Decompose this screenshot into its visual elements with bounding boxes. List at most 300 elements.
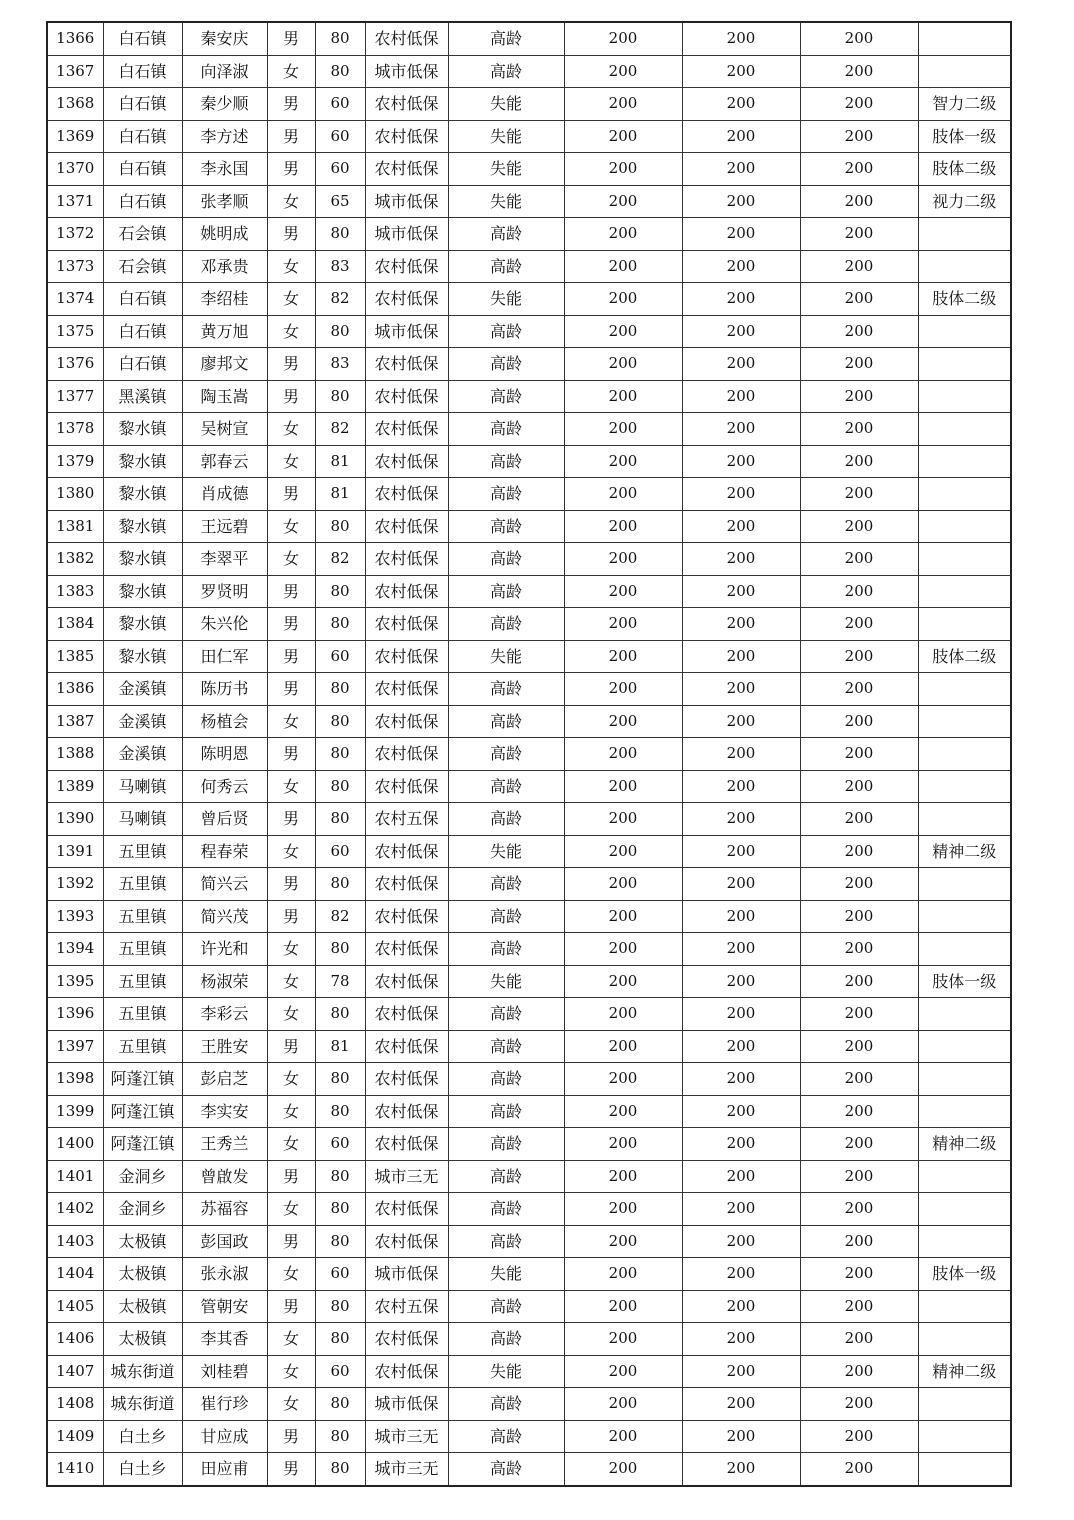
gender-cell: 女 [267,55,315,88]
name-cell: 陈历书 [182,673,267,706]
disability-grade-cell [918,380,1011,413]
assistance-type-cell: 城市低保 [365,218,448,251]
amount-1-cell: 200 [564,1290,682,1323]
table-row [47,315,1011,348]
township-cell: 太极镇 [103,1323,182,1356]
name-cell: 郭春云 [182,445,267,478]
gender-cell: 女 [267,1128,315,1161]
amount-1-cell: 200 [564,1030,682,1063]
age-cell: 80 [315,510,365,543]
amount-3-cell: 200 [800,380,918,413]
category-cell: 高龄 [448,1388,564,1421]
serial-number-cell: 1387 [47,705,103,738]
township-cell: 五里镇 [103,1030,182,1063]
category-cell: 高龄 [448,705,564,738]
disability-grade-cell [918,1030,1011,1063]
township-cell: 黎水镇 [103,543,182,576]
gender-cell: 男 [267,1453,315,1486]
disability-grade-cell [918,1193,1011,1226]
assistance-type-cell: 农村低保 [365,1193,448,1226]
table-row [47,153,1011,186]
amount-2-cell: 200 [682,575,800,608]
amount-1-cell: 200 [564,608,682,641]
name-cell: 李永国 [182,153,267,186]
township-cell: 黎水镇 [103,575,182,608]
table-row [47,22,1011,55]
gender-cell: 女 [267,998,315,1031]
assistance-type-cell: 城市低保 [365,315,448,348]
amount-2-cell: 200 [682,1030,800,1063]
township-cell: 五里镇 [103,900,182,933]
amount-1-cell: 200 [564,575,682,608]
table-row [47,608,1011,641]
serial-number-cell: 1386 [47,673,103,706]
age-cell: 80 [315,1225,365,1258]
age-cell: 80 [315,1095,365,1128]
amount-1-cell: 200 [564,88,682,121]
gender-cell: 男 [267,1290,315,1323]
disability-grade-cell: 肢体一级 [918,1258,1011,1291]
amount-3-cell: 200 [800,835,918,868]
gender-cell: 男 [267,120,315,153]
gender-cell: 女 [267,1258,315,1291]
disability-grade-cell [918,1225,1011,1258]
assistance-type-cell: 农村低保 [365,640,448,673]
disability-grade-cell: 肢体二级 [918,283,1011,316]
disability-grade-cell [918,1388,1011,1421]
name-cell: 邓承贵 [182,250,267,283]
township-cell: 白石镇 [103,55,182,88]
township-cell: 黎水镇 [103,445,182,478]
amount-2-cell: 200 [682,933,800,966]
amount-3-cell: 200 [800,1063,918,1096]
amount-2-cell: 200 [682,250,800,283]
category-cell: 高龄 [448,608,564,641]
gender-cell: 男 [267,348,315,381]
serial-number-cell: 1368 [47,88,103,121]
table-row [47,1420,1011,1453]
township-cell: 白石镇 [103,22,182,55]
table-row [47,543,1011,576]
assistance-type-cell: 城市三无 [365,1453,448,1486]
category-cell: 高龄 [448,1128,564,1161]
serial-number-cell: 1407 [47,1355,103,1388]
amount-3-cell: 200 [800,1095,918,1128]
disability-grade-cell [918,250,1011,283]
disability-grade-cell [918,1323,1011,1356]
category-cell: 失能 [448,835,564,868]
amount-2-cell: 200 [682,348,800,381]
age-cell: 83 [315,250,365,283]
disability-grade-cell [918,770,1011,803]
amount-3-cell: 200 [800,608,918,641]
township-cell: 太极镇 [103,1290,182,1323]
township-cell: 石会镇 [103,250,182,283]
amount-2-cell: 200 [682,770,800,803]
assistance-type-cell: 农村低保 [365,738,448,771]
amount-2-cell: 200 [682,1420,800,1453]
amount-1-cell: 200 [564,1063,682,1096]
amount-1-cell: 200 [564,673,682,706]
amount-1-cell: 200 [564,1258,682,1291]
name-cell: 秦安庆 [182,22,267,55]
disability-grade-cell [918,510,1011,543]
category-cell: 高龄 [448,478,564,511]
gender-cell: 男 [267,1160,315,1193]
category-cell: 高龄 [448,510,564,543]
name-cell: 王远碧 [182,510,267,543]
gender-cell: 女 [267,315,315,348]
township-cell: 白土乡 [103,1420,182,1453]
serial-number-cell: 1377 [47,380,103,413]
disability-grade-cell [918,315,1011,348]
disability-grade-cell [918,1290,1011,1323]
assistance-type-cell: 农村低保 [365,575,448,608]
amount-1-cell: 200 [564,315,682,348]
amount-1-cell: 200 [564,998,682,1031]
name-cell: 简兴茂 [182,900,267,933]
serial-number-cell: 1382 [47,543,103,576]
serial-number-cell: 1397 [47,1030,103,1063]
assistance-type-cell: 农村低保 [365,380,448,413]
disability-grade-cell [918,413,1011,446]
category-cell: 高龄 [448,445,564,478]
amount-1-cell: 200 [564,445,682,478]
table-row [47,933,1011,966]
gender-cell: 男 [267,22,315,55]
disability-grade-cell [918,445,1011,478]
serial-number-cell: 1392 [47,868,103,901]
amount-2-cell: 200 [682,1128,800,1161]
name-cell: 朱兴伦 [182,608,267,641]
amount-2-cell: 200 [682,22,800,55]
assistance-type-cell: 农村低保 [365,120,448,153]
age-cell: 81 [315,1030,365,1063]
name-cell: 李翠平 [182,543,267,576]
category-cell: 失能 [448,1258,564,1291]
amount-1-cell: 200 [564,478,682,511]
table-row [47,380,1011,413]
age-cell: 81 [315,445,365,478]
disability-grade-cell [918,543,1011,576]
township-cell: 白石镇 [103,283,182,316]
age-cell: 80 [315,1193,365,1226]
category-cell: 高龄 [448,998,564,1031]
assistance-type-cell: 农村低保 [365,1225,448,1258]
table-row [47,1388,1011,1421]
age-cell: 80 [315,1420,365,1453]
table-row [47,1290,1011,1323]
table-row [47,770,1011,803]
amount-2-cell: 200 [682,153,800,186]
name-cell: 肖成德 [182,478,267,511]
name-cell: 廖邦文 [182,348,267,381]
township-cell: 五里镇 [103,998,182,1031]
amount-1-cell: 200 [564,770,682,803]
assistance-type-cell: 农村低保 [365,1128,448,1161]
amount-3-cell: 200 [800,1355,918,1388]
serial-number-cell: 1395 [47,965,103,998]
gender-cell: 男 [267,88,315,121]
category-cell: 失能 [448,153,564,186]
disability-grade-cell: 肢体二级 [918,640,1011,673]
amount-3-cell: 200 [800,413,918,446]
name-cell: 甘应成 [182,1420,267,1453]
name-cell: 罗贤明 [182,575,267,608]
township-cell: 五里镇 [103,868,182,901]
township-cell: 五里镇 [103,835,182,868]
serial-number-cell: 1372 [47,218,103,251]
amount-3-cell: 200 [800,120,918,153]
table-row [47,673,1011,706]
disability-grade-cell [918,900,1011,933]
age-cell: 80 [315,1063,365,1096]
disability-grade-cell [918,803,1011,836]
disability-grade-cell [918,738,1011,771]
name-cell: 何秀云 [182,770,267,803]
assistance-type-cell: 农村低保 [365,835,448,868]
table-row [47,640,1011,673]
table-row [47,55,1011,88]
category-cell: 高龄 [448,1453,564,1486]
category-cell: 高龄 [448,900,564,933]
gender-cell: 男 [267,380,315,413]
amount-3-cell: 200 [800,1420,918,1453]
disability-grade-cell: 肢体二级 [918,153,1011,186]
amount-2-cell: 200 [682,1388,800,1421]
township-cell: 白石镇 [103,88,182,121]
serial-number-cell: 1375 [47,315,103,348]
category-cell: 高龄 [448,1160,564,1193]
disability-grade-cell [918,218,1011,251]
township-cell: 金溪镇 [103,673,182,706]
amount-3-cell: 200 [800,640,918,673]
amount-3-cell: 200 [800,445,918,478]
gender-cell: 女 [267,1388,315,1421]
age-cell: 81 [315,478,365,511]
township-cell: 五里镇 [103,933,182,966]
age-cell: 80 [315,1388,365,1421]
disability-grade-cell [918,22,1011,55]
disability-grade-cell [918,1063,1011,1096]
assistance-type-cell: 农村低保 [365,250,448,283]
age-cell: 82 [315,283,365,316]
disability-grade-cell: 智力二级 [918,88,1011,121]
gender-cell: 女 [267,543,315,576]
category-cell: 高龄 [448,348,564,381]
table-row [47,1095,1011,1128]
assistance-type-cell: 农村低保 [365,868,448,901]
assistance-type-cell: 农村低保 [365,445,448,478]
amount-1-cell: 200 [564,55,682,88]
category-cell: 失能 [448,120,564,153]
amount-2-cell: 200 [682,478,800,511]
table-row [47,1160,1011,1193]
serial-number-cell: 1390 [47,803,103,836]
assistance-type-cell: 城市三无 [365,1160,448,1193]
amount-1-cell: 200 [564,218,682,251]
amount-3-cell: 200 [800,1258,918,1291]
gender-cell: 女 [267,445,315,478]
gender-cell: 女 [267,705,315,738]
serial-number-cell: 1383 [47,575,103,608]
name-cell: 管朝安 [182,1290,267,1323]
serial-number-cell: 1404 [47,1258,103,1291]
amount-1-cell: 200 [564,22,682,55]
serial-number-cell: 1409 [47,1420,103,1453]
amount-1-cell: 200 [564,965,682,998]
name-cell: 王秀兰 [182,1128,267,1161]
amount-3-cell: 200 [800,185,918,218]
disability-grade-cell [918,1453,1011,1486]
township-cell: 黑溪镇 [103,380,182,413]
township-cell: 太极镇 [103,1225,182,1258]
amount-3-cell: 200 [800,933,918,966]
age-cell: 82 [315,543,365,576]
name-cell: 简兴云 [182,868,267,901]
amount-1-cell: 200 [564,120,682,153]
gender-cell: 女 [267,283,315,316]
assistance-type-cell: 农村低保 [365,348,448,381]
township-cell: 黎水镇 [103,478,182,511]
name-cell: 彭国政 [182,1225,267,1258]
name-cell: 姚明成 [182,218,267,251]
amount-3-cell: 200 [800,900,918,933]
serial-number-cell: 1373 [47,250,103,283]
name-cell: 王胜安 [182,1030,267,1063]
serial-number-cell: 1385 [47,640,103,673]
name-cell: 李实安 [182,1095,267,1128]
gender-cell: 女 [267,250,315,283]
table-row [47,445,1011,478]
table-row [47,1258,1011,1291]
category-cell: 高龄 [448,1030,564,1063]
disability-grade-cell [918,478,1011,511]
assistance-type-cell: 农村低保 [365,153,448,186]
amount-3-cell: 200 [800,510,918,543]
category-cell: 高龄 [448,380,564,413]
age-cell: 80 [315,868,365,901]
age-cell: 80 [315,738,365,771]
amount-3-cell: 200 [800,1030,918,1063]
assistance-type-cell: 农村低保 [365,673,448,706]
township-cell: 黎水镇 [103,640,182,673]
name-cell: 陈明恩 [182,738,267,771]
serial-number-cell: 1379 [47,445,103,478]
disability-grade-cell: 精神二级 [918,1128,1011,1161]
age-cell: 60 [315,120,365,153]
assistance-type-cell: 农村低保 [365,933,448,966]
name-cell: 许光和 [182,933,267,966]
age-cell: 78 [315,965,365,998]
assistance-type-cell: 农村五保 [365,803,448,836]
table-row [47,965,1011,998]
serial-number-cell: 1403 [47,1225,103,1258]
age-cell: 82 [315,900,365,933]
name-cell: 彭启芝 [182,1063,267,1096]
amount-1-cell: 200 [564,1095,682,1128]
name-cell: 杨植会 [182,705,267,738]
township-cell: 白石镇 [103,348,182,381]
age-cell: 80 [315,705,365,738]
gender-cell: 女 [267,510,315,543]
table-row [47,835,1011,868]
serial-number-cell: 1401 [47,1160,103,1193]
table-row [47,1323,1011,1356]
category-cell: 高龄 [448,575,564,608]
gender-cell: 男 [267,218,315,251]
assistance-type-cell: 农村低保 [365,998,448,1031]
serial-number-cell: 1399 [47,1095,103,1128]
amount-2-cell: 200 [682,608,800,641]
amount-1-cell: 200 [564,1225,682,1258]
assistance-type-cell: 农村低保 [365,510,448,543]
disability-grade-cell [918,998,1011,1031]
age-cell: 80 [315,803,365,836]
disability-grade-cell [918,933,1011,966]
table-row [47,998,1011,1031]
assistance-type-cell: 城市低保 [365,185,448,218]
township-cell: 黎水镇 [103,608,182,641]
amount-1-cell: 200 [564,1388,682,1421]
assistance-type-cell: 农村低保 [365,283,448,316]
amount-1-cell: 200 [564,1420,682,1453]
amount-2-cell: 200 [682,218,800,251]
serial-number-cell: 1400 [47,1128,103,1161]
gender-cell: 女 [267,185,315,218]
age-cell: 80 [315,380,365,413]
amount-1-cell: 200 [564,640,682,673]
age-cell: 80 [315,608,365,641]
category-cell: 高龄 [448,1225,564,1258]
age-cell: 80 [315,1160,365,1193]
township-cell: 金洞乡 [103,1193,182,1226]
disability-grade-cell: 肢体一级 [918,965,1011,998]
age-cell: 65 [315,185,365,218]
township-cell: 金洞乡 [103,1160,182,1193]
amount-2-cell: 200 [682,965,800,998]
table-row [47,575,1011,608]
amount-1-cell: 200 [564,380,682,413]
name-cell: 田仁军 [182,640,267,673]
disability-grade-cell [918,705,1011,738]
amount-3-cell: 200 [800,1160,918,1193]
amount-3-cell: 200 [800,803,918,836]
assistance-type-cell: 农村五保 [365,1290,448,1323]
township-cell: 黎水镇 [103,413,182,446]
amount-1-cell: 200 [564,803,682,836]
amount-2-cell: 200 [682,445,800,478]
age-cell: 80 [315,1323,365,1356]
serial-number-cell: 1410 [47,1453,103,1486]
serial-number-cell: 1402 [47,1193,103,1226]
assistance-type-cell: 农村低保 [365,705,448,738]
category-cell: 高龄 [448,803,564,836]
amount-3-cell: 200 [800,1323,918,1356]
amount-2-cell: 200 [682,1095,800,1128]
gender-cell: 男 [267,868,315,901]
name-cell: 刘桂碧 [182,1355,267,1388]
category-cell: 高龄 [448,543,564,576]
serial-number-cell: 1374 [47,283,103,316]
amount-2-cell: 200 [682,1323,800,1356]
age-cell: 80 [315,218,365,251]
assistance-type-cell: 农村低保 [365,1355,448,1388]
category-cell: 高龄 [448,413,564,446]
gender-cell: 女 [267,965,315,998]
amount-1-cell: 200 [564,1193,682,1226]
serial-number-cell: 1378 [47,413,103,446]
